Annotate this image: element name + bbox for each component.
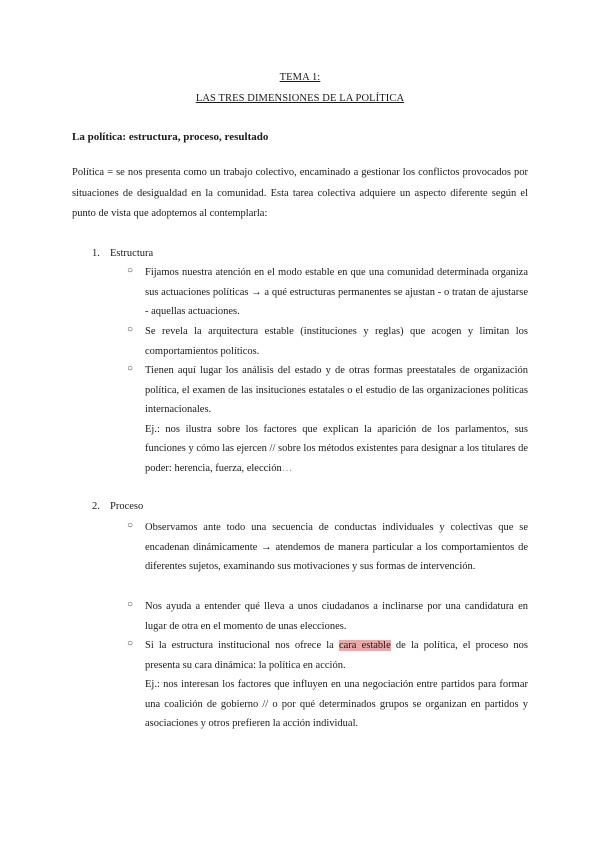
bullet-icon: ○ <box>127 638 134 649</box>
list-label-proceso: Proceso <box>110 501 144 512</box>
example-ellipsis: … <box>281 462 293 474</box>
example-text: Ej.: nos ilustra sobre los factores que explican la aparición de los parlamentos, sus funciones y cómo las ejercen // sobre los métodos existentes para designar a los titulares de poder: herencia, fuerza, elección <box>145 423 528 474</box>
bullet-icon: ○ <box>127 520 134 531</box>
list-number-1: 1. <box>92 248 100 259</box>
bullet-icon: ○ <box>127 265 134 276</box>
document-title-line-2: LAS TRES DIMENSIONES DE LA POLÍTICA <box>195 93 405 104</box>
document-title-line-1: TEMA 1: <box>279 72 321 83</box>
text-after-highlight: de la política, el proceso nos presenta su cara dinámica: la política en acción. <box>145 640 529 671</box>
estructura-bullet-3-text: Tienen aquí lugar los análisis del estado y de otras formas preestatales de organización política, el examen de las insituciones estatales o el estudio de las organizaciones políticas internacionales. <box>145 365 528 416</box>
estructura-bullet-1: Fijamos nuestra atención en el modo estable en que una comunidad determinada organiza sus actuaciones políticas → a qué estructuras permanentes se ajustan - o tratan de ajustarse - aquellas actuaciones. <box>145 267 528 318</box>
proceso-bullet-3-text <box>145 636 528 675</box>
proceso-bullet-3-example: Ej.: nos interesan los factores que influyen en una negociación entre partidos para formar una coalición de gobierno // o por qué determinados grupos se organizan en partidos y asociaciones y otros prefieren la acción individual. <box>145 679 528 730</box>
list-label-estructura: Estructura <box>110 248 154 259</box>
section-heading: La política: estructura, proceso, resultado <box>72 131 269 143</box>
bullet-icon: ○ <box>127 363 134 374</box>
proceso-bullet-2: Nos ayuda a entender qué lleva a unos ciudadanos a inclinarse por una candidatura en lugar de otra en el momento de unas elecciones. <box>145 601 528 632</box>
estructura-bullet-2: Se revela la arquitectura estable (instituciones y reglas) que acogen y limitan los comportamientos políticos. <box>145 326 528 357</box>
highlighted-text: cara estable <box>338 640 391 651</box>
proceso-bullet-3 <box>145 636 528 734</box>
text-before-highlight: Si la estructura institucional nos ofrece la <box>145 640 339 651</box>
bullet-icon: ○ <box>127 324 134 335</box>
estructura-bullet-3 <box>145 361 528 479</box>
bullet-icon: ○ <box>127 599 134 610</box>
estructura-bullet-3-example <box>145 420 528 479</box>
list-number-2: 2. <box>92 501 100 512</box>
intro-paragraph: Política = se nos presenta como un trabajo colectivo, encaminado a gestionar los conflictos provocados por situaciones de desigualdad en la comunidad. Esta tarea colectiva adquiere un aspecto diferente según el punto de vista que adoptemos al contemplarla: <box>72 167 528 219</box>
proceso-bullet-1: Observamos ante todo una secuencia de conductas individuales y colectivas que se encadenan dinámicamente → atendemos de manera particular a los comportamientos de diferentes sujetos, examinando sus motivaciones y sus formas de intervención. <box>145 522 528 573</box>
